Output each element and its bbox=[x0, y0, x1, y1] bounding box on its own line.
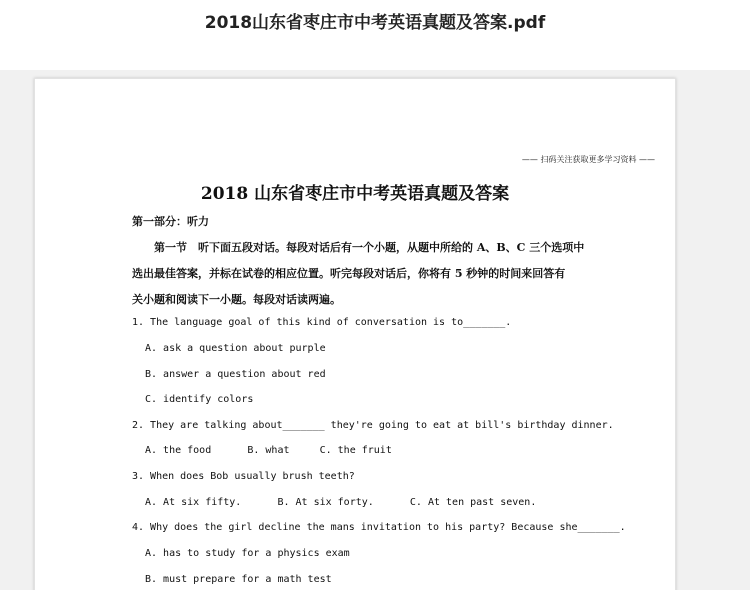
question-option: C. identify colors bbox=[145, 394, 254, 405]
question-4: 4. Why does the girl decline the mans invitation to his party? Because she_______. bbox=[132, 522, 626, 533]
document-title: 2018山东省枣庄市中考英语真题及答案.pdf bbox=[204, 13, 546, 33]
question-option: B. answer a question about red bbox=[145, 369, 326, 380]
instruction-line: 第一节 听下面五段对话。每段对话后有一个小题，从题中所给的 A、B、C 三个选项中 bbox=[132, 241, 585, 254]
title-bar bbox=[0, 0, 750, 70]
pdf-page bbox=[34, 78, 676, 590]
header-note: —— 扫码关注获取更多学习资料 —— bbox=[521, 155, 655, 164]
page-heading: 2018 山东省枣庄市中考英语真题及答案 bbox=[200, 184, 510, 204]
question-option: A. has to study for a physics exam bbox=[145, 548, 350, 559]
question-option: A. the food B. what C. the fruit bbox=[145, 445, 392, 456]
question-2: 2. They are talking about_______ they're going to eat at bill's birthday dinner. bbox=[132, 420, 614, 431]
question-3: 3. When does Bob usually brush teeth? bbox=[132, 471, 355, 482]
question-option: A. ask a question about purple bbox=[145, 343, 326, 354]
pdf-viewer[interactable] bbox=[0, 70, 750, 590]
section-title: 第一部分：听力 bbox=[132, 215, 209, 228]
instruction-line: 关小题和阅读下一小题。每段对话读两遍。 bbox=[132, 293, 341, 306]
instruction-line: 选出最佳答案，并标在试卷的相应位置。听完每段对话后，你将有 5 秒钟的时间来回答有 bbox=[132, 267, 566, 280]
question-option: A. At six fifty. B. At six forty. C. At ten past seven. bbox=[145, 497, 537, 508]
question-1: 1. The language goal of this kind of conversation is to_______. bbox=[132, 317, 512, 328]
question-option: B. must prepare for a math test bbox=[145, 574, 332, 585]
